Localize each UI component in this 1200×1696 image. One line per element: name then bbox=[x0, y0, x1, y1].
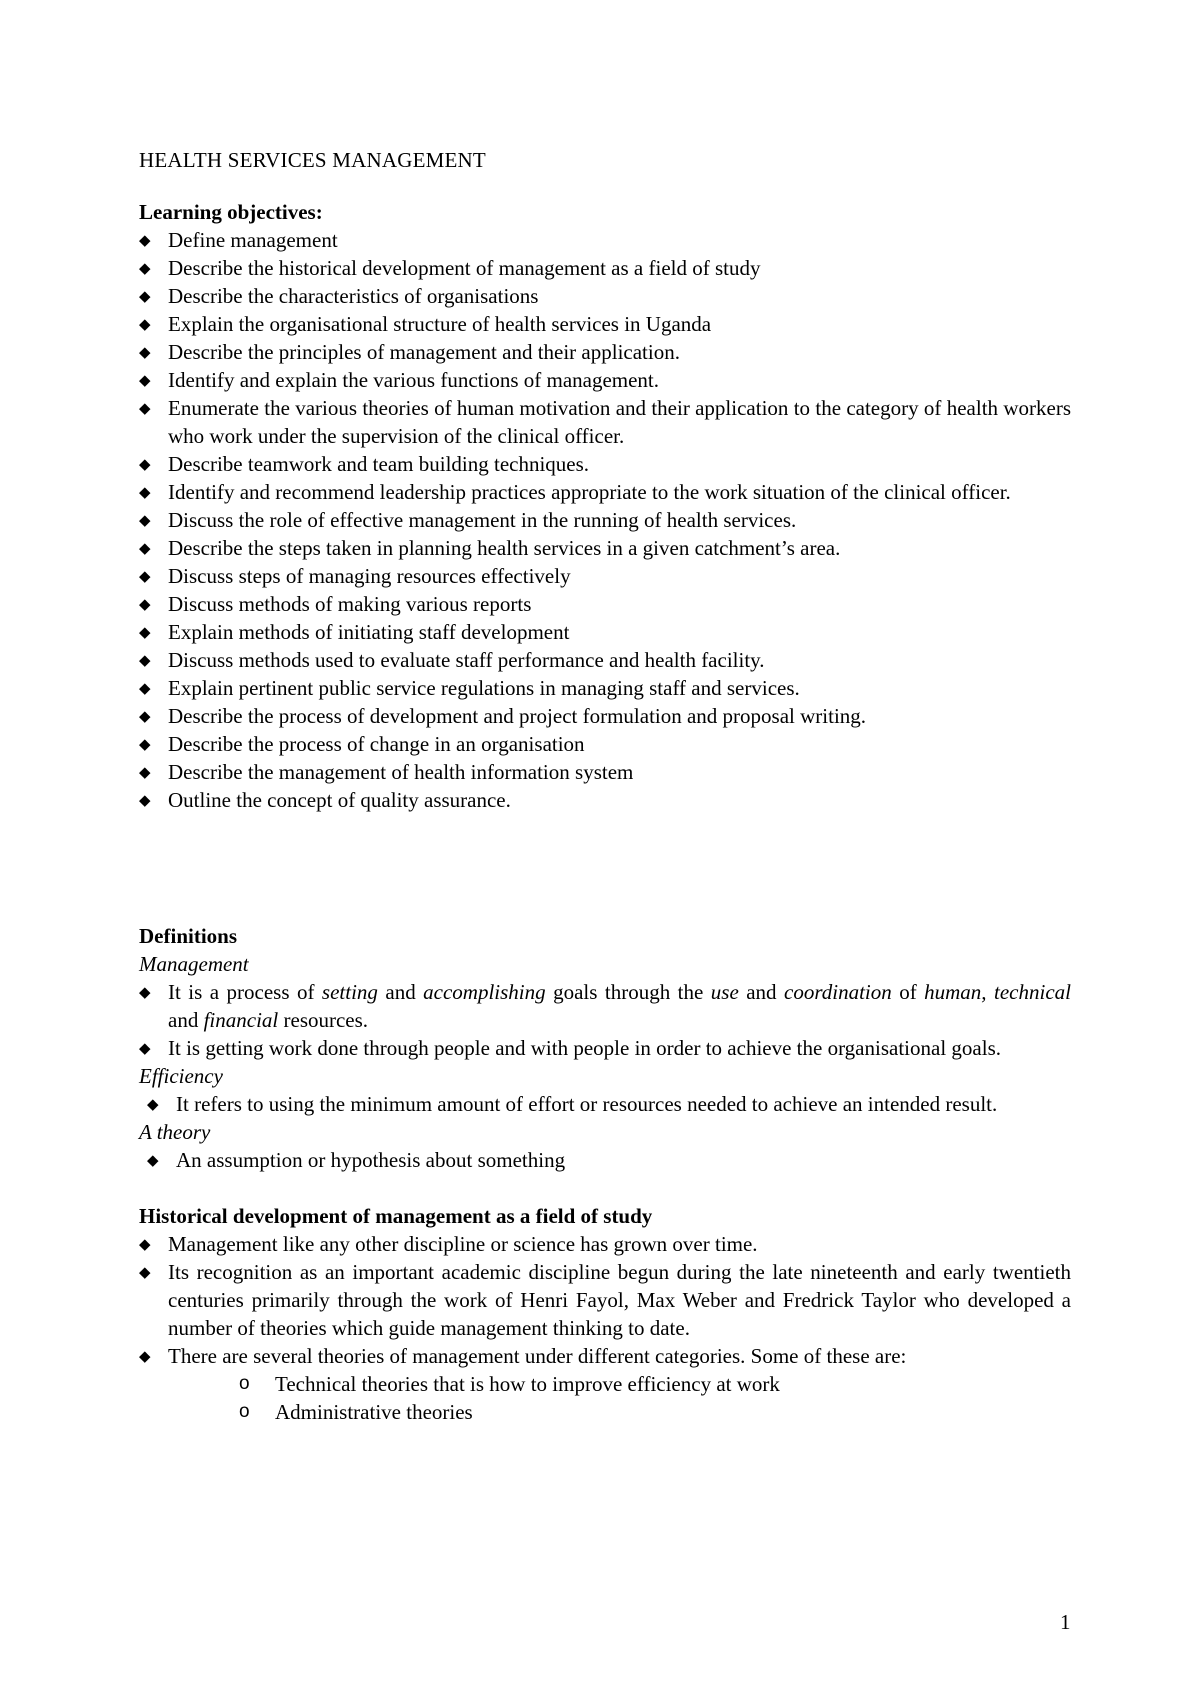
text-run: goals through the bbox=[545, 980, 711, 1004]
history-list bbox=[139, 1230, 1071, 1370]
list-item: ◆ Discuss the role of effective management in the running of health services. bbox=[139, 506, 1071, 534]
efficiency-definition-list bbox=[139, 1090, 1071, 1118]
page-content bbox=[139, 146, 1071, 1426]
list-item bbox=[139, 1342, 1071, 1370]
sub-list-item: o Administrative theories bbox=[239, 1398, 1071, 1426]
list-item: ◆ Describe the principles of management and their application. bbox=[139, 338, 1071, 366]
list-item: ◆ Describe the characteristics of organisations bbox=[139, 282, 1071, 310]
list-item: ◆ Management like any other discipline or science has grown over time. bbox=[139, 1230, 1071, 1258]
objectives-heading: Learning objectives: bbox=[139, 200, 323, 224]
list-item: ◆ Describe the historical development of management as a field of study bbox=[139, 254, 1071, 282]
emphasis: use bbox=[710, 980, 739, 1004]
text-run: It is a process of bbox=[168, 980, 322, 1004]
list-item: ◆ Describe the steps taken in planning health services in a given catchment’s area. bbox=[139, 534, 1071, 562]
text-run: of bbox=[891, 980, 925, 1004]
term-theory: A theory bbox=[139, 1120, 211, 1144]
list-item: ◆ Identify and explain the various functions of management. bbox=[139, 366, 1071, 394]
objectives-list bbox=[139, 226, 1071, 814]
list-item-text: There are several theories of management under different categories. Some of these are: bbox=[168, 1344, 907, 1368]
list-item: ◆ Explain pertinent public service regulations in managing staff and services. bbox=[139, 674, 1071, 702]
list-item: ◆ Discuss methods of making various reports bbox=[139, 590, 1071, 618]
list-item: ◆ It refers to using the minimum amount of effort or resources needed to achieve an intended result. bbox=[139, 1090, 1071, 1118]
sub-list-item: o Technical theories that is how to improve efficiency at work bbox=[239, 1370, 1071, 1398]
spacer bbox=[139, 1174, 1071, 1202]
text-run: and bbox=[738, 980, 785, 1004]
list-item: ◆ Discuss methods used to evaluate staff performance and health facility. bbox=[139, 646, 1071, 674]
emphasis: financial bbox=[203, 1008, 279, 1032]
emphasis: coordination bbox=[784, 980, 892, 1004]
page-number: 1 bbox=[1060, 1610, 1071, 1634]
history-sublist bbox=[139, 1370, 1071, 1426]
list-item: ◆ Define management bbox=[139, 226, 1071, 254]
term-efficiency: Efficiency bbox=[139, 1064, 223, 1088]
emphasis: setting bbox=[321, 980, 378, 1004]
emphasis: accomplishing bbox=[423, 980, 546, 1004]
list-item: ◆ Describe teamwork and team building techniques. bbox=[139, 450, 1071, 478]
list-item: ◆ It is getting work done through people and with people in order to achieve the organisational goals. bbox=[139, 1034, 1071, 1062]
list-item: ◆ Outline the concept of quality assurance. bbox=[139, 786, 1071, 814]
list-item bbox=[139, 978, 1071, 1034]
document-title: HEALTH SERVICES MANAGEMENT bbox=[139, 148, 486, 172]
list-item: ◆ Identify and recommend leadership practices appropriate to the work situation of the clinical officer. bbox=[139, 478, 1071, 506]
list-item: ◆ Describe the process of development and project formulation and proposal writing. bbox=[139, 702, 1071, 730]
list-item: ◆ Describe the process of change in an organisation bbox=[139, 730, 1071, 758]
text-run: and bbox=[168, 1008, 204, 1032]
history-heading: Historical development of management as a field of study bbox=[139, 1204, 653, 1228]
spacer bbox=[139, 814, 1071, 922]
definitions-heading: Definitions bbox=[139, 924, 238, 948]
list-item: ◆ Enumerate the various theories of human motivation and their application to the category of health workers who work under the supervision of the clinical officer. bbox=[139, 394, 1071, 450]
list-item: ◆ Its recognition as an important academic discipline begun during the late nineteenth and early twentieth centuries primarily through the work of Henri Fayol, Max Weber and Fredrick Taylor who developed a number of theories which guide management thinking to date. bbox=[139, 1258, 1071, 1342]
emphasis: human, technical bbox=[924, 980, 1071, 1004]
list-item: ◆ An assumption or hypothesis about something bbox=[139, 1146, 1071, 1174]
list-item: ◆ Explain the organisational structure of health services in Uganda bbox=[139, 310, 1071, 338]
text-run: and bbox=[377, 980, 424, 1004]
list-item: ◆ Explain methods of initiating staff development bbox=[139, 618, 1071, 646]
management-definition-list bbox=[139, 978, 1071, 1062]
list-item: ◆ Discuss steps of managing resources effectively bbox=[139, 562, 1071, 590]
theory-definition-list bbox=[139, 1146, 1071, 1174]
list-item: ◆ Describe the management of health information system bbox=[139, 758, 1071, 786]
term-management: Management bbox=[139, 952, 249, 976]
text-run: resources. bbox=[278, 1008, 369, 1032]
